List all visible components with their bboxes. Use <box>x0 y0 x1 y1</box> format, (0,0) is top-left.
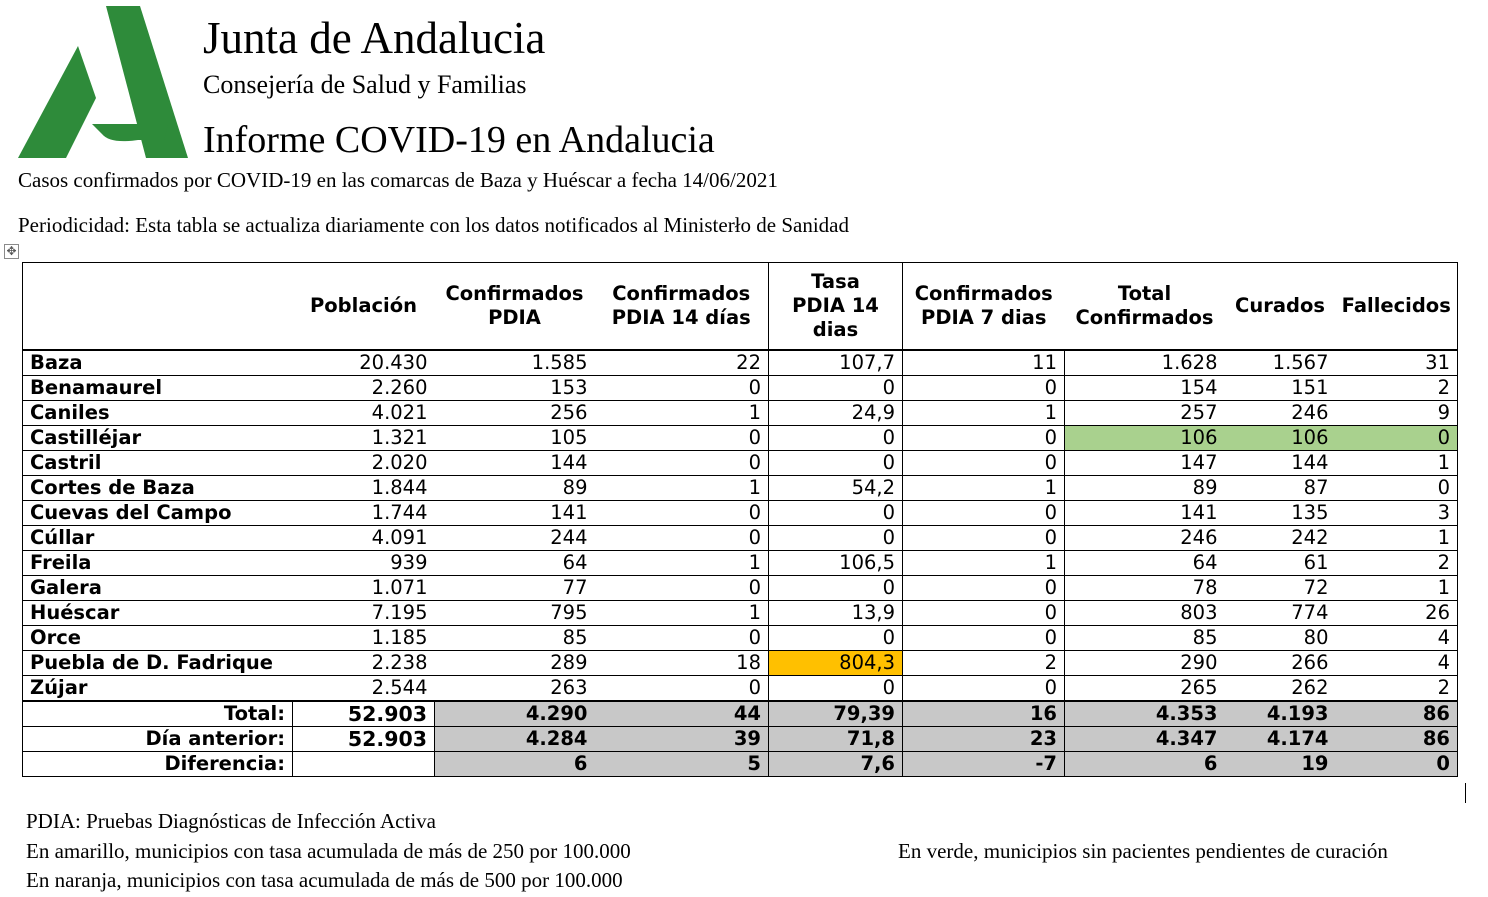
table-cell: 147 <box>1065 451 1225 476</box>
summary-label: Día anterior: <box>23 727 293 752</box>
table-cell: 7.195 <box>293 601 435 626</box>
summary-cell: 4.290 <box>435 701 595 727</box>
table-cell: 1 <box>903 401 1065 426</box>
table-cell: 0 <box>769 526 903 551</box>
table-cell: 1.321 <box>293 426 435 451</box>
column-header-line: Tasa <box>811 270 860 293</box>
table-cell: 0 <box>903 526 1065 551</box>
table-cell: 11 <box>903 350 1065 376</box>
table-cell: 262 <box>1225 676 1336 702</box>
table-cell: 1 <box>595 401 769 426</box>
summary-cell: 44 <box>595 701 769 727</box>
table-cell: 61 <box>1225 551 1336 576</box>
table-cell: 72 <box>1225 576 1336 601</box>
municipality-name: Orce <box>23 626 293 651</box>
table-cell: 774 <box>1225 601 1336 626</box>
column-header <box>1225 263 1336 351</box>
table-cell: 154 <box>1065 376 1225 401</box>
table-cell: 0 <box>903 676 1065 702</box>
summary-label: Total: <box>23 701 293 727</box>
summary-cell: 79,39 <box>769 701 903 727</box>
table-row <box>23 676 1458 702</box>
table-cell: 1 <box>1336 526 1458 551</box>
summary-cell: 5 <box>595 752 769 777</box>
column-header <box>769 263 903 351</box>
table-cell: 2 <box>1336 551 1458 576</box>
summary-cell <box>293 752 435 777</box>
municipality-name: Zújar <box>23 676 293 702</box>
table-cell: 1.071 <box>293 576 435 601</box>
municipality-name: Huéscar <box>23 601 293 626</box>
table-cell: 2.260 <box>293 376 435 401</box>
column-header <box>1336 263 1458 351</box>
column-header-line: dias <box>812 318 859 341</box>
table-cell: 1.185 <box>293 626 435 651</box>
table-cell: 1.844 <box>293 476 435 501</box>
report-title: Informe COVID-19 en Andalucia <box>203 119 715 161</box>
table-cell: 1.628 <box>1065 350 1225 376</box>
table-cell: 1.567 <box>1225 350 1336 376</box>
table-cell: 144 <box>1225 451 1336 476</box>
summary-row <box>23 752 1458 777</box>
summary-cell: 23 <box>903 727 1065 752</box>
summary-cell: 16 <box>903 701 1065 727</box>
municipality-name: Cúllar <box>23 526 293 551</box>
column-header <box>903 263 1065 351</box>
table-cell: 290 <box>1065 651 1225 676</box>
summary-row <box>23 727 1458 752</box>
table-cell: 24,9 <box>769 401 903 426</box>
table-cell: 2.238 <box>293 651 435 676</box>
periodicity-note: Periodicidad: Esta tabla se actualiza diariamente con los datos notificados al Ministerło de Sanidad <box>18 213 849 237</box>
table-cell: 144 <box>435 451 595 476</box>
summary-cell: 86 <box>1336 701 1458 727</box>
table-cell: 4 <box>1336 626 1458 651</box>
summary-cell: -7 <box>903 752 1065 777</box>
table-cell: 4.021 <box>293 401 435 426</box>
table-cell: 2 <box>1336 676 1458 702</box>
department-name: Consejería de Salud y Familias <box>203 70 527 99</box>
junta-andalucia-logo-icon <box>18 6 188 158</box>
summary-cell: 52.903 <box>293 701 435 727</box>
summary-cell: 0 <box>1336 752 1458 777</box>
table-cell: 289 <box>435 651 595 676</box>
column-header-line: PDIA <box>488 306 541 329</box>
table-row <box>23 350 1458 376</box>
table-row <box>23 401 1458 426</box>
table-row <box>23 626 1458 651</box>
table-cell: 0 <box>595 376 769 401</box>
table-cell: 266 <box>1225 651 1336 676</box>
table-cell: 1 <box>903 476 1065 501</box>
covid-table <box>22 262 1458 777</box>
table-cell: 0 <box>903 376 1065 401</box>
table-cell: 64 <box>1065 551 1225 576</box>
table-cell: 0 <box>595 676 769 702</box>
column-header <box>293 263 435 351</box>
table-cell: 3 <box>1336 501 1458 526</box>
table-cell: 0 <box>595 501 769 526</box>
table-cell: 151 <box>1225 376 1336 401</box>
table-cell: 257 <box>1065 401 1225 426</box>
table-row <box>23 601 1458 626</box>
table-cell: 246 <box>1225 401 1336 426</box>
summary-cell: 19 <box>1225 752 1336 777</box>
table-cell: 242 <box>1225 526 1336 551</box>
summary-cell: 39 <box>595 727 769 752</box>
table-cell: 1 <box>1336 576 1458 601</box>
table-cell: 4.091 <box>293 526 435 551</box>
table-cell: 0 <box>595 526 769 551</box>
table-row <box>23 551 1458 576</box>
summary-cell: 6 <box>435 752 595 777</box>
table-cell: 77 <box>435 576 595 601</box>
footnote-orange: En naranja, municipios con tasa acumulada de más de 500 por 100.000 <box>26 868 623 892</box>
summary-cell: 4.193 <box>1225 701 1336 727</box>
municipality-name: Benamaurel <box>23 376 293 401</box>
column-header <box>1065 263 1225 351</box>
table-cell: 0 <box>595 451 769 476</box>
table-row <box>23 451 1458 476</box>
table-cell: 1 <box>595 476 769 501</box>
column-header <box>595 263 769 351</box>
municipality-name: Freila <box>23 551 293 576</box>
summary-cell: 71,8 <box>769 727 903 752</box>
municipality-name: Baza <box>23 350 293 376</box>
table-cell: 141 <box>435 501 595 526</box>
table-cell: 4 <box>1336 651 1458 676</box>
table-cell: 18 <box>595 651 769 676</box>
table-cell: 87 <box>1225 476 1336 501</box>
table-cell: 89 <box>1065 476 1225 501</box>
table-cell: 80 <box>1225 626 1336 651</box>
table-cell: 54,2 <box>769 476 903 501</box>
municipality-name: Galera <box>23 576 293 601</box>
table-cell: 1 <box>903 551 1065 576</box>
table-move-handle-icon[interactable]: ✥ <box>4 244 19 259</box>
table-cell: 78 <box>1065 576 1225 601</box>
table-cell: 263 <box>435 676 595 702</box>
table-cell: 0 <box>769 426 903 451</box>
summary-cell: 52.903 <box>293 727 435 752</box>
table-cell: 1 <box>1336 451 1458 476</box>
table-cell: 0 <box>769 576 903 601</box>
table-cell: 0 <box>903 451 1065 476</box>
table-row <box>23 501 1458 526</box>
column-header-line: PDIA 14 <box>792 294 879 317</box>
table-cell: 1.744 <box>293 501 435 526</box>
column-header-line: Confirmados <box>914 282 1053 305</box>
municipality-name: Puebla de D. Fadrique <box>23 651 293 676</box>
table-cell: 0 <box>1336 476 1458 501</box>
table-cell: 85 <box>1065 626 1225 651</box>
summary-cell: 4.284 <box>435 727 595 752</box>
table-cell: 1 <box>595 551 769 576</box>
column-header-line: Total <box>1117 282 1172 305</box>
summary-cell: 4.347 <box>1065 727 1225 752</box>
column-header-line: Fallecidos <box>1341 294 1451 317</box>
table-cell: 0 <box>903 601 1065 626</box>
table-cell: 0 <box>769 451 903 476</box>
table-cell: 795 <box>435 601 595 626</box>
column-header-line: Confirmados <box>612 282 751 305</box>
table-cell: 89 <box>435 476 595 501</box>
table-cell: 20.430 <box>293 350 435 376</box>
column-header <box>23 263 293 351</box>
table-cell: 0 <box>903 426 1065 451</box>
footnote-yellow: En amarillo, municipios con tasa acumulada de más de 250 por 100.000 <box>26 839 631 863</box>
table-cell: 26 <box>1336 601 1458 626</box>
table-cell: 153 <box>435 376 595 401</box>
table-row <box>23 376 1458 401</box>
table-cell: 107,7 <box>769 350 903 376</box>
text-cursor <box>1465 783 1466 803</box>
table-row <box>23 476 1458 501</box>
table-cell: 1.585 <box>435 350 595 376</box>
table-cell: 0 <box>769 676 903 702</box>
table-cell: 1 <box>595 601 769 626</box>
table-cell: 22 <box>595 350 769 376</box>
summary-cell: 4.174 <box>1225 727 1336 752</box>
table-cell: 0 <box>903 576 1065 601</box>
column-header <box>435 263 595 351</box>
table-cell: 803 <box>1065 601 1225 626</box>
table-cell: 106 <box>1065 426 1225 451</box>
table-cell: 0 <box>903 626 1065 651</box>
table-cell: 2 <box>903 651 1065 676</box>
table-cell: 105 <box>435 426 595 451</box>
table-row <box>23 526 1458 551</box>
table-row <box>23 426 1458 451</box>
table-cell: 0 <box>769 501 903 526</box>
table-cell: 804,3 <box>769 651 903 676</box>
table-cell: 265 <box>1065 676 1225 702</box>
header-row <box>23 263 1458 351</box>
table-cell: 0 <box>595 426 769 451</box>
summary-cell: 7,6 <box>769 752 903 777</box>
table-row <box>23 576 1458 601</box>
table-cell: 0 <box>595 626 769 651</box>
footnote-green: En verde, municipios sin pacientes pendientes de curación <box>898 839 1388 863</box>
column-header-line: Confirmados <box>445 282 584 305</box>
column-header-line: Población <box>309 294 417 317</box>
municipality-name: Castilléjar <box>23 426 293 451</box>
footnote-pdia: PDIA: Pruebas Diagnósticas de Infección Activa <box>26 809 436 833</box>
table-cell: 0 <box>1336 426 1458 451</box>
table-cell: 0 <box>769 376 903 401</box>
table-cell: 939 <box>293 551 435 576</box>
table-cell: 135 <box>1225 501 1336 526</box>
table-row <box>23 651 1458 676</box>
table-cell: 2 <box>1336 376 1458 401</box>
table-cell: 0 <box>769 626 903 651</box>
table-cell: 9 <box>1336 401 1458 426</box>
column-header-line: PDIA 7 dias <box>921 306 1047 329</box>
table-cell: 2.020 <box>293 451 435 476</box>
table-cell: 85 <box>435 626 595 651</box>
table-cell: 106 <box>1225 426 1336 451</box>
summary-label: Diferencia: <box>23 752 293 777</box>
table-cell: 246 <box>1065 526 1225 551</box>
table-cell: 244 <box>435 526 595 551</box>
table-cell: 0 <box>903 501 1065 526</box>
table-cell: 256 <box>435 401 595 426</box>
summary-cell: 6 <box>1065 752 1225 777</box>
column-header-line: Confirmados <box>1075 306 1214 329</box>
summary-row <box>23 701 1458 727</box>
report-subtitle: Casos confirmados por COVID-19 en las comarcas de Baza y Huéscar a fecha 14/06/2021 <box>18 168 778 192</box>
summary-cell: 86 <box>1336 727 1458 752</box>
column-header-line: Curados <box>1235 294 1325 317</box>
municipality-name: Castril <box>23 451 293 476</box>
municipality-name: Cortes de Baza <box>23 476 293 501</box>
table-cell: 2.544 <box>293 676 435 702</box>
table-cell: 31 <box>1336 350 1458 376</box>
summary-cell: 4.353 <box>1065 701 1225 727</box>
org-name: Junta de Andalucia <box>203 13 546 63</box>
municipality-name: Caniles <box>23 401 293 426</box>
table-cell: 13,9 <box>769 601 903 626</box>
table-cell: 106,5 <box>769 551 903 576</box>
municipality-name: Cuevas del Campo <box>23 501 293 526</box>
column-header-line: PDIA 14 días <box>611 306 751 329</box>
table-cell: 0 <box>595 576 769 601</box>
table-cell: 141 <box>1065 501 1225 526</box>
table-cell: 64 <box>435 551 595 576</box>
